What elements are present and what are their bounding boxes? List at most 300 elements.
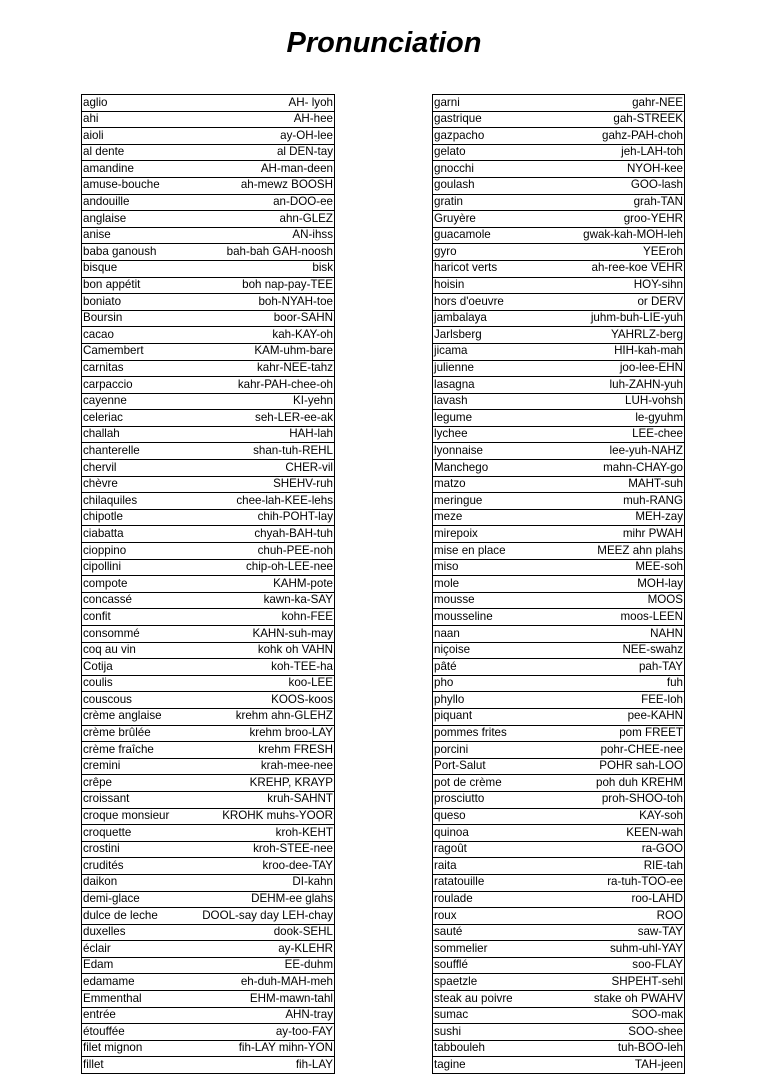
term-cell: mousse bbox=[433, 592, 556, 609]
term-cell: cipollini bbox=[82, 559, 189, 576]
pronunciation-cell: NYOH-kee bbox=[555, 161, 685, 178]
table-row bbox=[433, 1024, 685, 1041]
pronunciation-cell: EE-duhm bbox=[188, 957, 335, 974]
pronunciation-cell: al DEN-tay bbox=[188, 144, 335, 161]
term-cell: sumac bbox=[433, 1007, 556, 1024]
table-row bbox=[82, 941, 335, 958]
table-row bbox=[433, 874, 685, 891]
table-row bbox=[82, 675, 335, 692]
term-cell: anglaise bbox=[82, 211, 189, 228]
table-row bbox=[82, 1024, 335, 1041]
pronunciation-cell: muh-RANG bbox=[555, 493, 685, 510]
table-row bbox=[433, 410, 685, 427]
term-cell: carpaccio bbox=[82, 377, 189, 394]
term-cell: bisque bbox=[82, 260, 189, 277]
pronunciation-cell: chyah-BAH-tuh bbox=[188, 526, 335, 543]
pronunciation-cell: KEEN-wah bbox=[555, 825, 685, 842]
pronunciation-cell: fih-LAY bbox=[188, 1057, 335, 1074]
term-cell: quinoa bbox=[433, 825, 556, 842]
table-row bbox=[433, 95, 685, 112]
term-cell: gastrique bbox=[433, 111, 556, 128]
term-cell: soufflé bbox=[433, 957, 556, 974]
table-row bbox=[433, 194, 685, 211]
term-cell: julienne bbox=[433, 360, 556, 377]
table-row bbox=[82, 260, 335, 277]
term-cell: anise bbox=[82, 227, 189, 244]
term-cell: matzo bbox=[433, 476, 556, 493]
table-row bbox=[433, 277, 685, 294]
term-cell: celeriac bbox=[82, 410, 189, 427]
table-row bbox=[82, 543, 335, 560]
pronunciation-cell: kroh-KEHT bbox=[188, 825, 335, 842]
pronunciation-cell: AHN-tray bbox=[188, 1007, 335, 1024]
term-cell: croissant bbox=[82, 791, 189, 808]
pronunciation-table-right bbox=[432, 94, 685, 1074]
term-cell: couscous bbox=[82, 692, 189, 709]
table-row bbox=[433, 941, 685, 958]
table-row bbox=[82, 1040, 335, 1057]
table-row bbox=[433, 227, 685, 244]
pronunciation-cell: MEEZ ahn plahs bbox=[555, 543, 685, 560]
pronunciation-cell: kawn-ka-SAY bbox=[188, 592, 335, 609]
term-cell: hoisin bbox=[433, 277, 556, 294]
term-cell: crudités bbox=[82, 858, 189, 875]
table-row bbox=[82, 177, 335, 194]
pronunciation-cell: juhm-buh-LIE-yuh bbox=[555, 310, 685, 327]
table-row bbox=[433, 725, 685, 742]
table-row bbox=[82, 659, 335, 676]
term-cell: Jarlsberg bbox=[433, 327, 556, 344]
term-cell: pho bbox=[433, 675, 556, 692]
table-row bbox=[433, 991, 685, 1008]
term-cell: andouille bbox=[82, 194, 189, 211]
table-row bbox=[433, 443, 685, 460]
table-row bbox=[82, 194, 335, 211]
pronunciation-cell: TAH-jeen bbox=[555, 1057, 685, 1074]
term-cell: chipotle bbox=[82, 509, 189, 526]
table-row bbox=[82, 161, 335, 178]
table-row bbox=[82, 277, 335, 294]
pronunciation-list-left bbox=[82, 95, 335, 1074]
table-row bbox=[82, 343, 335, 360]
pronunciation-cell: NAHN bbox=[555, 626, 685, 643]
pronunciation-cell: dook-SEHL bbox=[188, 924, 335, 941]
pronunciation-cell: pee-KAHN bbox=[555, 708, 685, 725]
pronunciation-cell: ay-OH-lee bbox=[188, 128, 335, 145]
table-row bbox=[433, 460, 685, 477]
table-row bbox=[82, 626, 335, 643]
table-row bbox=[433, 692, 685, 709]
pronunciation-cell: LUH-vohsh bbox=[555, 393, 685, 410]
pronunciation-table-left bbox=[81, 94, 335, 1074]
term-cell: crostini bbox=[82, 841, 189, 858]
term-cell: challah bbox=[82, 426, 189, 443]
term-cell: chanterelle bbox=[82, 443, 189, 460]
table-row bbox=[82, 227, 335, 244]
pronunciation-cell: boh nap-pay-TEE bbox=[188, 277, 335, 294]
table-row bbox=[82, 891, 335, 908]
table-row bbox=[82, 244, 335, 261]
pronunciation-cell: boor-SAHN bbox=[188, 310, 335, 327]
table-row bbox=[433, 543, 685, 560]
term-cell: niçoise bbox=[433, 642, 556, 659]
term-cell: aglio bbox=[82, 95, 189, 112]
term-cell: entrée bbox=[82, 1007, 189, 1024]
pronunciation-cell: gahz-PAH-choh bbox=[555, 128, 685, 145]
table-row bbox=[433, 592, 685, 609]
table-row bbox=[433, 891, 685, 908]
term-cell: sauté bbox=[433, 924, 556, 941]
term-cell: ahi bbox=[82, 111, 189, 128]
pronunciation-cell: ay-KLEHR bbox=[188, 941, 335, 958]
table-row bbox=[82, 95, 335, 112]
table-row bbox=[82, 758, 335, 775]
pronunciation-cell: krehm ahn-GLEHZ bbox=[188, 708, 335, 725]
pronunciation-cell: AH- lyoh bbox=[188, 95, 335, 112]
pronunciation-cell: gah-STREEK bbox=[555, 111, 685, 128]
table-row bbox=[433, 642, 685, 659]
pronunciation-cell: mihr PWAH bbox=[555, 526, 685, 543]
term-cell: sushi bbox=[433, 1024, 556, 1041]
table-row bbox=[82, 111, 335, 128]
pronunciation-cell: RIE-tah bbox=[555, 858, 685, 875]
term-cell: coulis bbox=[82, 675, 189, 692]
table-row bbox=[433, 343, 685, 360]
pronunciation-cell: lee-yuh-NAHZ bbox=[555, 443, 685, 460]
table-row bbox=[433, 841, 685, 858]
table-row bbox=[82, 858, 335, 875]
term-cell: chilaquiles bbox=[82, 493, 189, 510]
term-cell: pot de crème bbox=[433, 775, 556, 792]
table-row bbox=[433, 858, 685, 875]
term-cell: tagine bbox=[433, 1057, 556, 1074]
pronunciation-cell: kahr-PAH-chee-oh bbox=[188, 377, 335, 394]
term-cell: steak au poivre bbox=[433, 991, 556, 1008]
pronunciation-cell: NEE-swahz bbox=[555, 642, 685, 659]
table-row bbox=[82, 294, 335, 311]
pronunciation-cell: ahn-GLEZ bbox=[188, 211, 335, 228]
table-row bbox=[82, 592, 335, 609]
table-row bbox=[82, 841, 335, 858]
table-row bbox=[82, 526, 335, 543]
table-row bbox=[433, 675, 685, 692]
term-cell: lyonnaise bbox=[433, 443, 556, 460]
pronunciation-cell: roo-LAHD bbox=[555, 891, 685, 908]
table-row bbox=[433, 294, 685, 311]
table-row bbox=[433, 526, 685, 543]
term-cell: croque monsieur bbox=[82, 808, 189, 825]
term-cell: spaetzle bbox=[433, 974, 556, 991]
table-row bbox=[82, 775, 335, 792]
term-cell: guacamole bbox=[433, 227, 556, 244]
pronunciation-cell: DEHM-ee glahs bbox=[188, 891, 335, 908]
term-cell: jambalaya bbox=[433, 310, 556, 327]
term-cell: al dente bbox=[82, 144, 189, 161]
table-row bbox=[433, 576, 685, 593]
pronunciation-cell: KAY-soh bbox=[555, 808, 685, 825]
term-cell: gyro bbox=[433, 244, 556, 261]
pronunciation-cell: AN-ihss bbox=[188, 227, 335, 244]
table-row bbox=[433, 825, 685, 842]
pronunciation-cell: gwak-kah-MOH-leh bbox=[555, 227, 685, 244]
term-cell: aioli bbox=[82, 128, 189, 145]
term-cell: carnitas bbox=[82, 360, 189, 377]
table-row bbox=[82, 393, 335, 410]
term-cell: lychee bbox=[433, 426, 556, 443]
table-row bbox=[433, 974, 685, 991]
term-cell: Manchego bbox=[433, 460, 556, 477]
term-cell: filet mignon bbox=[82, 1040, 189, 1057]
pronunciation-cell: SHEHV-ruh bbox=[188, 476, 335, 493]
pronunciation-cell: pah-TAY bbox=[555, 659, 685, 676]
pronunciation-cell: seh-LER-ee-ak bbox=[188, 410, 335, 427]
table-row bbox=[82, 327, 335, 344]
pronunciation-list-right bbox=[433, 95, 685, 1074]
pronunciation-cell: bisk bbox=[188, 260, 335, 277]
term-cell: garni bbox=[433, 95, 556, 112]
table-row bbox=[433, 609, 685, 626]
term-cell: baba ganoush bbox=[82, 244, 189, 261]
term-cell: cremini bbox=[82, 758, 189, 775]
term-cell: Boursin bbox=[82, 310, 189, 327]
pronunciation-cell: LEE-chee bbox=[555, 426, 685, 443]
pronunciation-cell: SOO-mak bbox=[555, 1007, 685, 1024]
table-row bbox=[82, 576, 335, 593]
pronunciation-cell: MEE-soh bbox=[555, 559, 685, 576]
pronunciation-cell: KAHM-pote bbox=[188, 576, 335, 593]
table-row bbox=[82, 443, 335, 460]
term-cell: phyllo bbox=[433, 692, 556, 709]
term-cell: amuse-bouche bbox=[82, 177, 189, 194]
pronunciation-cell: saw-TAY bbox=[555, 924, 685, 941]
term-cell: amandine bbox=[82, 161, 189, 178]
term-cell: chervil bbox=[82, 460, 189, 477]
term-cell: jicama bbox=[433, 343, 556, 360]
table-row bbox=[433, 327, 685, 344]
pronunciation-cell: SHPEHT-sehl bbox=[555, 974, 685, 991]
table-row bbox=[433, 393, 685, 410]
term-cell: fillet bbox=[82, 1057, 189, 1074]
pronunciation-cell: HAH-lah bbox=[188, 426, 335, 443]
table-row bbox=[433, 128, 685, 145]
pronunciation-cell: grah-TAN bbox=[555, 194, 685, 211]
term-cell: pâté bbox=[433, 659, 556, 676]
pronunciation-cell: or DERV bbox=[555, 294, 685, 311]
table-row bbox=[433, 742, 685, 759]
term-cell: croquette bbox=[82, 825, 189, 842]
term-cell: porcini bbox=[433, 742, 556, 759]
table-row bbox=[433, 377, 685, 394]
pronunciation-cell: eh-duh-MAH-meh bbox=[188, 974, 335, 991]
table-row bbox=[82, 825, 335, 842]
term-cell: lavash bbox=[433, 393, 556, 410]
table-row bbox=[82, 908, 335, 925]
pronunciation-cell: KROHK muhs-YOOR bbox=[188, 808, 335, 825]
pronunciation-cell: YAHRLZ-berg bbox=[555, 327, 685, 344]
pronunciation-cell: boh-NYAH-toe bbox=[188, 294, 335, 311]
term-cell: mole bbox=[433, 576, 556, 593]
table-row bbox=[433, 957, 685, 974]
pronunciation-cell: DOOL-say day LEH-chay bbox=[188, 908, 335, 925]
table-row bbox=[82, 957, 335, 974]
term-cell: piquant bbox=[433, 708, 556, 725]
pronunciation-cell: MOOS bbox=[555, 592, 685, 609]
table-row bbox=[82, 144, 335, 161]
table-row bbox=[433, 775, 685, 792]
pronunciation-cell: DI-kahn bbox=[188, 874, 335, 891]
page-title: Pronunciation bbox=[286, 27, 482, 59]
pronunciation-cell: kohn-FEE bbox=[188, 609, 335, 626]
table-row bbox=[82, 377, 335, 394]
table-row bbox=[82, 559, 335, 576]
term-cell: mise en place bbox=[433, 543, 556, 560]
term-cell: cacao bbox=[82, 327, 189, 344]
term-cell: éclair bbox=[82, 941, 189, 958]
pronunciation-cell: jeh-LAH-toh bbox=[555, 144, 685, 161]
term-cell: hors d'oeuvre bbox=[433, 294, 556, 311]
term-cell: mousseline bbox=[433, 609, 556, 626]
pronunciation-cell: pom FREET bbox=[555, 725, 685, 742]
term-cell: gratin bbox=[433, 194, 556, 211]
table-row bbox=[82, 642, 335, 659]
pronunciation-cell: ay-too-FAY bbox=[188, 1024, 335, 1041]
table-row bbox=[433, 177, 685, 194]
pronunciation-cell: chuh-PEE-noh bbox=[188, 543, 335, 560]
pronunciation-cell: chih-POHT-lay bbox=[188, 509, 335, 526]
table-row bbox=[433, 509, 685, 526]
pronunciation-cell: shan-tuh-REHL bbox=[188, 443, 335, 460]
pronunciation-cell: ra-tuh-TOO-ee bbox=[555, 874, 685, 891]
pronunciation-cell: krehm broo-LAY bbox=[188, 725, 335, 742]
pronunciation-cell: suhm-uhl-YAY bbox=[555, 941, 685, 958]
table-row bbox=[433, 1057, 685, 1074]
term-cell: concassé bbox=[82, 592, 189, 609]
pronunciation-cell: kruh-SAHNT bbox=[188, 791, 335, 808]
table-row bbox=[433, 476, 685, 493]
table-row bbox=[433, 144, 685, 161]
term-cell: naan bbox=[433, 626, 556, 643]
pronunciation-cell: kah-KAY-oh bbox=[188, 327, 335, 344]
pronunciation-cell: YEEroh bbox=[555, 244, 685, 261]
term-cell: crème brûlée bbox=[82, 725, 189, 742]
table-row bbox=[433, 791, 685, 808]
pronunciation-cell: proh-SHOO-toh bbox=[555, 791, 685, 808]
table-row bbox=[433, 111, 685, 128]
table-row bbox=[433, 1040, 685, 1057]
table-row bbox=[433, 659, 685, 676]
pronunciation-cell: kahr-NEE-tahz bbox=[188, 360, 335, 377]
pronunciation-cell: kohk oh VAHN bbox=[188, 642, 335, 659]
term-cell: haricot verts bbox=[433, 260, 556, 277]
table-row bbox=[82, 742, 335, 759]
pronunciation-cell: ah-ree-koe VEHR bbox=[555, 260, 685, 277]
table-row bbox=[82, 924, 335, 941]
term-cell: compote bbox=[82, 576, 189, 593]
pronunciation-cell: joo-lee-EHN bbox=[555, 360, 685, 377]
table-row bbox=[433, 626, 685, 643]
term-cell: sommelier bbox=[433, 941, 556, 958]
table-row bbox=[82, 410, 335, 427]
term-cell: Gruyère bbox=[433, 211, 556, 228]
term-cell: gelato bbox=[433, 144, 556, 161]
pronunciation-cell: HOY-sihn bbox=[555, 277, 685, 294]
table-row bbox=[433, 260, 685, 277]
pronunciation-cell: KAM-uhm-bare bbox=[188, 343, 335, 360]
term-cell: chèvre bbox=[82, 476, 189, 493]
table-row bbox=[433, 908, 685, 925]
term-cell: queso bbox=[433, 808, 556, 825]
table-row bbox=[433, 924, 685, 941]
pronunciation-cell: ra-GOO bbox=[555, 841, 685, 858]
term-cell: prosciutto bbox=[433, 791, 556, 808]
pronunciation-cell: krehm FRESH bbox=[188, 742, 335, 759]
pronunciation-cell: mahn-CHAY-go bbox=[555, 460, 685, 477]
pronunciation-cell: koh-TEE-ha bbox=[188, 659, 335, 676]
pronunciation-cell: stake oh PWAHV bbox=[555, 991, 685, 1008]
table-row bbox=[82, 1057, 335, 1074]
term-cell: Edam bbox=[82, 957, 189, 974]
table-row bbox=[433, 1007, 685, 1024]
table-row bbox=[82, 708, 335, 725]
term-cell: crêpe bbox=[82, 775, 189, 792]
pronunciation-cell: MOH-lay bbox=[555, 576, 685, 593]
pronunciation-cell: le-gyuhm bbox=[555, 410, 685, 427]
term-cell: roulade bbox=[433, 891, 556, 908]
table-row bbox=[433, 360, 685, 377]
table-row bbox=[82, 426, 335, 443]
term-cell: étouffée bbox=[82, 1024, 189, 1041]
pronunciation-cell: soo-FLAY bbox=[555, 957, 685, 974]
pronunciation-cell: tuh-BOO-leh bbox=[555, 1040, 685, 1057]
term-cell: duxelles bbox=[82, 924, 189, 941]
term-cell: cioppino bbox=[82, 543, 189, 560]
pronunciation-cell: POHR sah-LOO bbox=[555, 758, 685, 775]
pronunciation-cell: CHER-vil bbox=[188, 460, 335, 477]
term-cell: gnocchi bbox=[433, 161, 556, 178]
term-cell: ciabatta bbox=[82, 526, 189, 543]
pronunciation-cell: groo-YEHR bbox=[555, 211, 685, 228]
table-row bbox=[82, 360, 335, 377]
term-cell: cayenne bbox=[82, 393, 189, 410]
table-row bbox=[433, 244, 685, 261]
term-cell: ratatouille bbox=[433, 874, 556, 891]
pronunciation-cell: fuh bbox=[555, 675, 685, 692]
table-row bbox=[82, 808, 335, 825]
pronunciation-cell: FEE-loh bbox=[555, 692, 685, 709]
term-cell: meze bbox=[433, 509, 556, 526]
table-row bbox=[433, 708, 685, 725]
pronunciation-cell: ah-mewz BOOSH bbox=[188, 177, 335, 194]
term-cell: ragoût bbox=[433, 841, 556, 858]
pronunciation-cell: MAHT-suh bbox=[555, 476, 685, 493]
term-cell: edamame bbox=[82, 974, 189, 991]
pronunciation-cell: AH-man-deen bbox=[188, 161, 335, 178]
pronunciation-cell: AH-hee bbox=[188, 111, 335, 128]
term-cell: confit bbox=[82, 609, 189, 626]
pronunciation-cell: GOO-lash bbox=[555, 177, 685, 194]
term-cell: coq au vin bbox=[82, 642, 189, 659]
table-row bbox=[82, 974, 335, 991]
pronunciation-cell: SOO-shee bbox=[555, 1024, 685, 1041]
pronunciation-cell: fih-LAY mihn-YON bbox=[188, 1040, 335, 1057]
term-cell: gazpacho bbox=[433, 128, 556, 145]
table-row bbox=[433, 310, 685, 327]
pronunciation-cell: chip-oh-LEE-nee bbox=[188, 559, 335, 576]
table-row bbox=[433, 493, 685, 510]
term-cell: mirepoix bbox=[433, 526, 556, 543]
pronunciation-cell: kroh-STEE-nee bbox=[188, 841, 335, 858]
table-row bbox=[433, 758, 685, 775]
